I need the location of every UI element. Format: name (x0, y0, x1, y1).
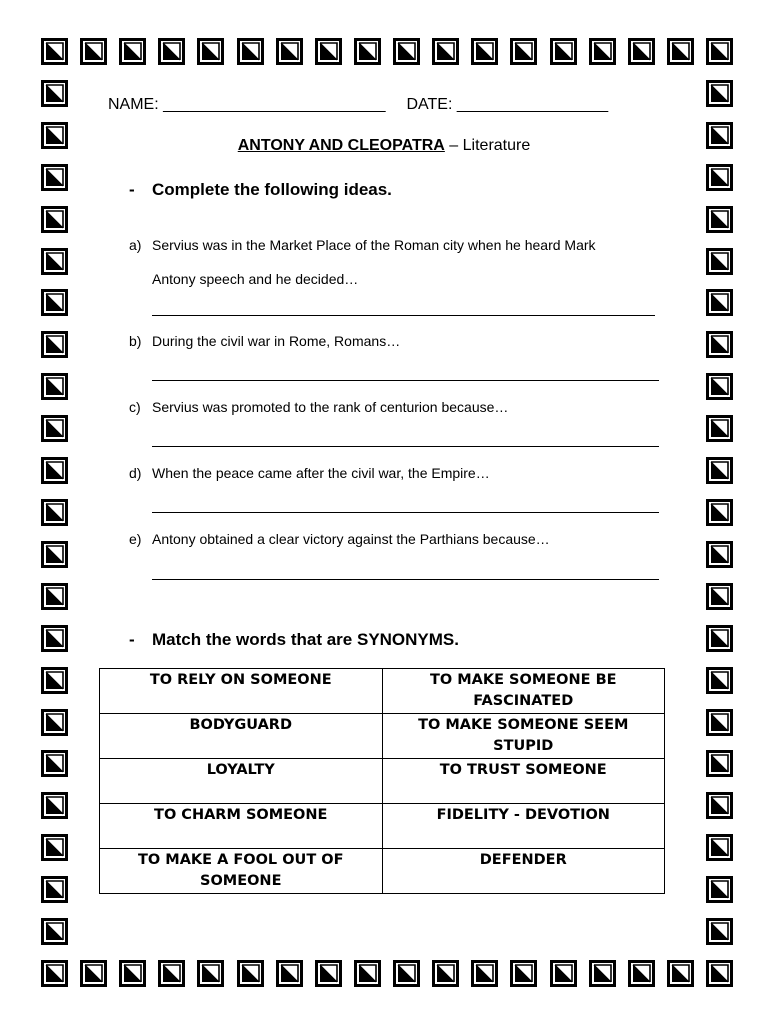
table-cell-right: DEFENDER (382, 849, 665, 894)
question-text: Servius was promoted to the rank of centurion because… (152, 399, 509, 415)
diagonal-square-icon (41, 667, 68, 694)
diagonal-square-icon (41, 709, 68, 736)
diagonal-square-icon (706, 792, 733, 819)
diagonal-square-icon (667, 960, 694, 987)
diagonal-square-icon (706, 373, 733, 400)
diagonal-square-icon (41, 289, 68, 316)
diagonal-square-icon (41, 918, 68, 945)
diagonal-square-icon (706, 876, 733, 903)
diagonal-square-icon (41, 373, 68, 400)
question-letter: b) (129, 333, 142, 349)
section-bullet: - (129, 630, 135, 649)
section-bullet: - (129, 180, 135, 199)
question-letter: e) (129, 531, 142, 547)
diagonal-square-icon (315, 960, 342, 987)
diagonal-square-icon (706, 709, 733, 736)
diagonal-square-icon (706, 541, 733, 568)
table-cell-left: TO CHARM SOMEONE (100, 804, 383, 849)
diagonal-square-icon (706, 80, 733, 107)
table-cell-left: TO RELY ON SOMEONE (100, 669, 383, 714)
diagonal-square-icon (706, 625, 733, 652)
date-field[interactable]: DATE: _________________ (406, 96, 609, 113)
diagonal-square-icon (197, 960, 224, 987)
diagonal-square-icon (589, 960, 616, 987)
diagonal-square-icon (550, 960, 577, 987)
diagonal-square-icon (276, 960, 303, 987)
diagonal-square-icon (41, 457, 68, 484)
diagonal-square-icon (706, 38, 733, 65)
diagonal-square-icon (706, 289, 733, 316)
diagonal-square-icon (550, 38, 577, 65)
diagonal-square-icon (628, 960, 655, 987)
diagonal-square-icon (41, 541, 68, 568)
diagonal-square-icon (471, 960, 498, 987)
name-field[interactable]: NAME: _________________________ (108, 96, 386, 113)
diagonal-square-icon (41, 834, 68, 861)
title-main: ANTONY AND CLEOPATRA (237, 137, 445, 154)
diagonal-square-icon (628, 38, 655, 65)
diagonal-square-icon (706, 457, 733, 484)
diagonal-square-icon (706, 667, 733, 694)
diagonal-square-icon (41, 206, 68, 233)
table-cell-right: TO MAKE SOMEONE SEEM STUPID (382, 714, 665, 759)
diagonal-square-icon (80, 960, 107, 987)
diagonal-square-icon (41, 792, 68, 819)
diagonal-square-icon (119, 38, 146, 65)
diagonal-square-icon (706, 750, 733, 777)
table-cell-right: TO MAKE SOMEONE BE FASCINATED (382, 669, 665, 714)
diagonal-square-icon (237, 960, 264, 987)
diagonal-square-icon (237, 38, 264, 65)
diagonal-square-icon (706, 960, 733, 987)
table-cell-right: TO TRUST SOMEONE (382, 759, 665, 804)
question-text-continued: Antony speech and he decided… (152, 271, 359, 287)
question-text: During the civil war in Rome, Romans… (152, 333, 401, 349)
diagonal-square-icon (41, 960, 68, 987)
table-row (100, 849, 665, 894)
question-letter: d) (129, 465, 142, 481)
table-row (100, 714, 665, 759)
page-title (0, 137, 768, 155)
name-date-row (108, 96, 608, 114)
diagonal-square-icon (354, 38, 381, 65)
diagonal-square-icon (432, 38, 459, 65)
table-cell-left: TO MAKE A FOOL OUT OF SOMEONE (100, 849, 383, 894)
diagonal-square-icon (315, 38, 342, 65)
diagonal-square-icon (41, 750, 68, 777)
diagonal-square-icon (706, 918, 733, 945)
diagonal-square-icon (706, 331, 733, 358)
diagonal-square-icon (510, 960, 537, 987)
table-row (100, 759, 665, 804)
diagonal-square-icon (41, 625, 68, 652)
diagonal-square-icon (80, 38, 107, 65)
question-text: Servius was in the Market Place of the Roman city when he heard Mark (152, 237, 596, 253)
diagonal-square-icon (393, 960, 420, 987)
diagonal-square-icon (706, 164, 733, 191)
diagonal-square-icon (276, 38, 303, 65)
diagonal-square-icon (41, 38, 68, 65)
question-letter: c) (129, 399, 141, 415)
diagonal-square-icon (667, 38, 694, 65)
answer-line[interactable] (152, 380, 659, 381)
diagonal-square-icon (41, 164, 68, 191)
diagonal-square-icon (41, 499, 68, 526)
table-row (100, 804, 665, 849)
diagonal-square-icon (41, 415, 68, 442)
answer-line[interactable] (152, 512, 659, 513)
diagonal-square-icon (510, 38, 537, 65)
title-subject: – Literature (444, 137, 531, 154)
diagonal-square-icon (41, 248, 68, 275)
diagonal-square-icon (706, 583, 733, 610)
diagonal-square-icon (41, 331, 68, 358)
answer-line[interactable] (152, 446, 659, 447)
diagonal-square-icon (432, 960, 459, 987)
question-text: When the peace came after the civil war, the Empire… (152, 465, 490, 481)
answer-line[interactable] (152, 315, 655, 316)
table-row (100, 669, 665, 714)
diagonal-square-icon (589, 38, 616, 65)
diagonal-square-icon (706, 206, 733, 233)
diagonal-square-icon (706, 834, 733, 861)
synonyms-table (99, 668, 665, 894)
table-cell-left: BODYGUARD (100, 714, 383, 759)
answer-line[interactable] (152, 579, 659, 580)
question-letter: a) (129, 237, 142, 253)
diagonal-square-icon (119, 960, 146, 987)
table-cell-right: FIDELITY - DEVOTION (382, 804, 665, 849)
diagonal-square-icon (158, 960, 185, 987)
diagonal-square-icon (41, 583, 68, 610)
section-heading-complete: Complete the following ideas. (152, 180, 392, 199)
diagonal-square-icon (706, 499, 733, 526)
section-heading-synonyms: Match the words that are SYNONYMS. (152, 630, 459, 649)
table-cell-left: LOYALTY (100, 759, 383, 804)
diagonal-square-icon (197, 38, 224, 65)
diagonal-square-icon (706, 248, 733, 275)
diagonal-square-icon (354, 960, 381, 987)
diagonal-square-icon (471, 38, 498, 65)
diagonal-square-icon (41, 80, 68, 107)
question-text: Antony obtained a clear victory against the Parthians because… (152, 531, 550, 547)
diagonal-square-icon (158, 38, 185, 65)
diagonal-square-icon (393, 38, 420, 65)
diagonal-square-icon (706, 415, 733, 442)
diagonal-square-icon (41, 876, 68, 903)
